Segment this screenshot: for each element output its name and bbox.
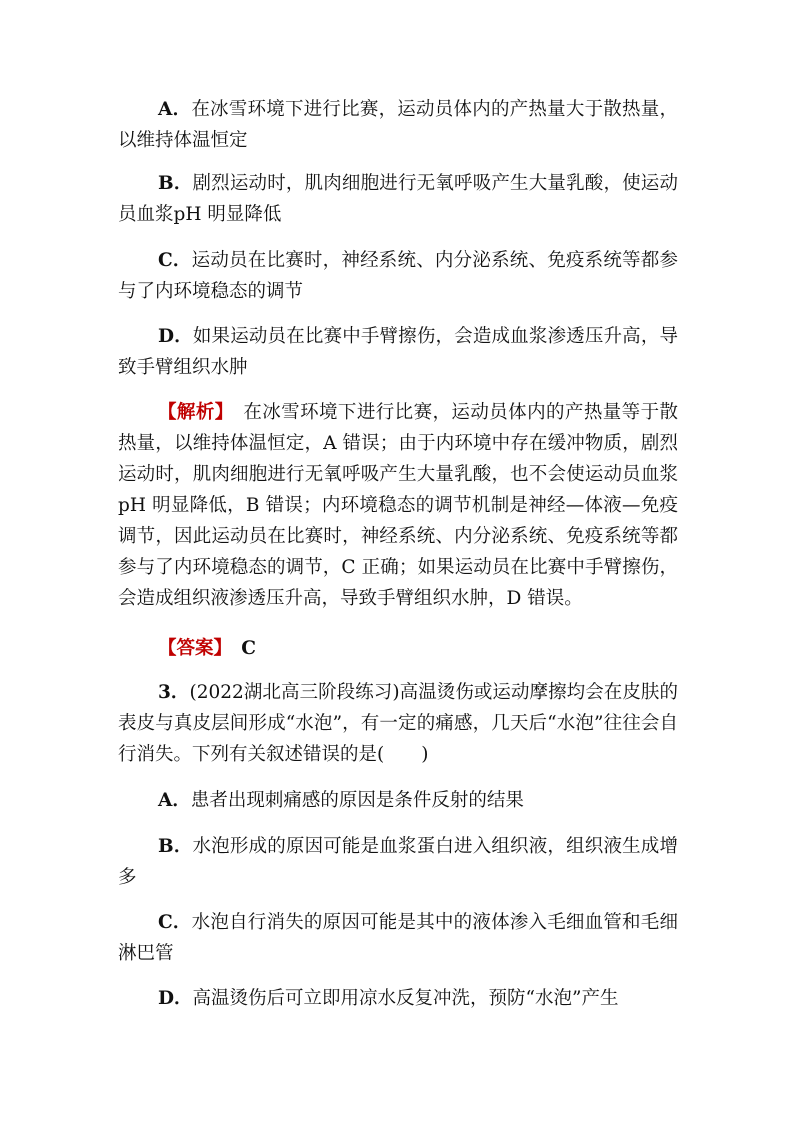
question-text: (2022湖北高三阶段练习)高温烫伤或运动摩擦均会在皮肤的表皮与真皮层间形成“水泡”，有一定的痛感，几天后“水泡”往往会自行消失。下列有关叙述错误的是( ) [118, 682, 678, 765]
answer-tag: 【答案】 [158, 638, 223, 659]
analysis-paragraph [118, 397, 678, 614]
q2-option-c [118, 245, 678, 307]
q3-option-b [118, 831, 678, 893]
option-letter: B． [158, 173, 193, 194]
analysis-text: 在冰雪环境下进行比赛，运动员体内的产热量等于散热量，以维持体温恒定，A 错误；由于内环境中存在缓冲物质，剧烈运动时，肌肉细胞进行无氧呼吸产生大量乳酸，也不会使运动员血浆pH 明显降低，B 错误；内环境稳态的调节机制是神经—体液—免疫调节，因此运动员在比赛时，神经系统、内分泌系统、免疫系统等都参与了内环境稳态的调节，C 正确；如果运动员在比赛中手臂擦伤，会造成组织液渗透压升高，导致手臂组织水肿，D 错误。 [118, 402, 678, 609]
option-text: 高温烫伤后可立即用凉水反复冲洗，预防“水泡”产生 [192, 988, 619, 1009]
option-text: 水泡自行消失的原因可能是其中的液体渗入毛细血管和毛细淋巴管 [118, 912, 678, 964]
option-text: 在冰雪环境下进行比赛，运动员体内的产热量大于散热量，以维持体温恒定 [118, 99, 678, 151]
option-text: 如果运动员在比赛中手臂擦伤，会造成血浆渗透压升高，导致手臂组织水肿 [118, 326, 678, 378]
option-letter: C． [158, 250, 192, 271]
option-text: 剧烈运动时，肌肉细胞进行无氧呼吸产生大量乳酸，使运动员血浆pH 明显降低 [118, 173, 678, 225]
analysis-tag: 【解析】 [158, 402, 225, 423]
q2-option-b [118, 168, 678, 230]
answer-line [118, 633, 678, 664]
q2-option-d [118, 321, 678, 383]
option-letter: A． [158, 790, 191, 811]
q3-option-d [118, 983, 678, 1014]
option-letter: D． [158, 988, 193, 1009]
q3-option-c [118, 907, 678, 969]
option-text: 运动员在比赛时，神经系统、内分泌系统、免疫系统等都参与了内环境稳态的调节 [118, 250, 678, 302]
option-letter: D． [158, 326, 193, 347]
q3-option-a [118, 785, 678, 816]
option-text: 水泡形成的原因可能是血浆蛋白进入组织液，组织液生成增多 [118, 836, 678, 888]
option-letter: B． [158, 836, 193, 857]
question-number: 3． [158, 682, 190, 703]
option-letter: C． [158, 912, 192, 933]
answer-value: C [241, 638, 257, 659]
question-3-stem [118, 677, 678, 770]
option-letter: A． [158, 99, 192, 120]
option-text: 患者出现刺痛感的原因是条件反射的结果 [190, 790, 524, 811]
q2-option-a [118, 94, 678, 156]
